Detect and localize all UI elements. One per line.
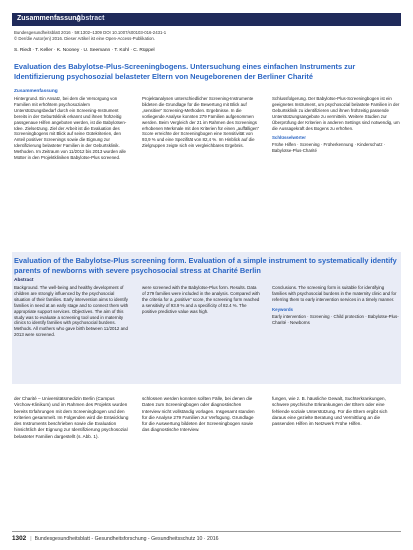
- english-abstract-text-2: were screened with the Babylotse-Plus form. Results. Data of 279 families were included in the analysis. Compared with the criteria for a „positive“ score, the screening form reached a sensitivity of 93.9 % and a specificity of 82.4 %. The positive predictive value was high.: [142, 285, 260, 314]
- german-section-label: Zusammenfassung: [14, 89, 58, 94]
- german-abstract-col-3: [272, 96, 400, 242]
- citation-line: Bundesgesundheitsblatt 2016 · 59:1302–1309 DOI 10.1007/s00103-016-2431-1: [14, 30, 167, 35]
- english-abstract-text-1: Background. The well-being and healthy development of children are strongly influenced by the psychosocial situation of their families. Early intervention aims to identify families in need at an early stage and to connect them with appropriate support services. Objectives. The aim of this study was to evaluate a screening tool used in maternity clinics to identify families with psychosocial burdens. Methods. All mothers who gave birth between 11/2012 and 2013 were screened.: [14, 285, 129, 338]
- english-title: Evaluation of the Babylotse-Plus screening form. Evaluation of a simple instrument to systematically identify parents of newborns with severe psychosocial stress at Charité Berlin: [14, 256, 397, 275]
- english-abstract-col-3: [272, 285, 400, 381]
- body-paragraph-3: fungen, wie z. B. häusliche Gewalt, Suchterkrankungen, schwere psychische Erkrankungen der Eltern oder eine fehlende soziale Unterstützung. Für die Eltern ergibt sich daraus eine gezielte Beratung und Vermittlung an die passenden Hilfen im Netzwerk Frühe Hilfen.: [272, 396, 388, 427]
- german-abstract-text-2: Projektanalysen unterschiedlicher Screening-Instrumente bildeten die Grundlage für die Bewertung mit Blick auf „sensitive“ Screening-Methoden. Ergebnisse. In die vorliegende Analyse konnten 279 Familien aufgenommen werden. Beim Vergleich der 21 im Rahmen des Screenings erhobenen Merkmale mit den Kriterien für einen „auffälligen“ Score erreichte der Screeningbogen eine Sensitivität von 93,9 % und eine Spezifität von 82,4 %. Im Hinblick auf die Zielgruppen zeigte sich ein vergleichbares Ergebnis.: [142, 96, 260, 149]
- german-keywords: Frühe Hilfen · Screening · Früherkennung · Kinderschutz · Babylotse-Plus-Charité: [272, 142, 386, 154]
- license-line: © Der/die Autor(en) 2016. Dieser Artikel ist eine Open-Access-Publikation.: [14, 36, 155, 41]
- body-text-col-1: [14, 396, 130, 522]
- german-title: Evaluation des Babylotse-Plus-Screeningbogens. Untersuchung eines einfachen Instruments zur Identifizierung psychosozial belasteter Eltern von Neugeborenen der Berliner Charité: [14, 62, 356, 81]
- journal-name: Bundesgesundheitsblatt - Gesundheitsforschung - Gesundheitsschutz 10 · 2016: [34, 536, 219, 542]
- english-keywords: Early intervention · Screening · Child protection · Babylotse-Plus-Charité · Newborns: [272, 313, 399, 325]
- tab-abstract[interactable]: Abstract: [76, 15, 105, 22]
- page-footer: [12, 535, 219, 542]
- body-paragraph-2: schlossen werden konnten sollten Fälle, bei denen die Daten zum Screeningbogen oder diagnostischen Interview nicht vollständig vorlagen. Insgesamt standen für die Analyse 279 Familien zur Verfügung. Grundlage für die Auswertung bildeten der Screeningbogen sowie das diagnostische Interview.: [142, 396, 255, 433]
- author-list: S. Riedt · T. Keller · K. Nooney · U. Seemann · T. Kohl · C. Rüppel: [14, 48, 155, 53]
- english-section-label: Abstract: [14, 278, 34, 283]
- german-abstract-col-2: [142, 96, 260, 242]
- german-abstract-text-1: Hintergrund. Ein Ansatz, bei dem die Versorgung von Familien mit erhöhtem psychosozialem Unterstützungsbedarf durch ein Screening-Instrument bereits in der Geburtsklinik erkannt und ihnen frühzeitig passgenaue Hilfen angeboten werden, ist die Babylotsen-Idee. Zielsetzung. Ziel der Arbeit ist die Evaluation des Screeningbogens mit Blick auf seine Gütekriterien, den Anteil positiver Screenings sowie die Eignung zur Identifizierung belasteter Familien in der Geburtsklinik. Methoden. Im Zeitraum von 11/2012 bis 2013 wurden alle Mütter in den Projektkliniken Babylotse-Plus screened.: [14, 96, 127, 161]
- english-abstract-col-1: [14, 285, 130, 381]
- german-abstract-text-3: Schlussfolgerung. Der Babylotse-Plus-Screeningbogen ist ein geeignetes Instrument, um psychosozial belastete Familien in der Geburtsklinik zu identifizieren und ihnen frühzeitig passende Unterstützungsangebote zu vermitteln. Weitere Studien zur Überprüfung der Kriterien in anderen Settings sind notwendig, um die Aussagekraft des Bogens zu erhöhen.: [272, 96, 400, 131]
- body-paragraph-1: der Charité – Universitätsmedizin Berlin (Campus Virchow-Klinikum) und im Rahmen des Projekts wurden bereits Erfahrungen mit dem Screeningbogen und den Kriterien gesammelt. Im Folgenden wird die Entwicklung des Instruments beschrieben sowie die Evaluation hinsichtlich der Eignung zur Identifizierung psychosozial belasteter Familien dargestellt (s. Abb. 1).: [14, 396, 129, 439]
- footer-separator: |: [30, 536, 32, 542]
- german-keywords-label: Schlüsselwörter: [272, 135, 306, 141]
- english-abstract-col-2: [142, 285, 260, 381]
- abstract-header-bar: [12, 13, 401, 26]
- english-abstract-text-3: Conclusions. The screening form is suitable for identifying families with psychosocial burdens in the maternity clinic and for referring them to early intervention services in a timely manner.: [272, 285, 397, 302]
- footer-divider: [12, 531, 401, 532]
- body-text-col-2: [142, 396, 260, 522]
- body-text-col-3: [272, 396, 400, 522]
- page-number: 1302: [12, 535, 27, 542]
- german-abstract-col-1: [14, 96, 130, 242]
- tab-zusammenfassung[interactable]: Zusammenfassung: [17, 15, 81, 22]
- english-keywords-label: Keywords: [272, 306, 293, 312]
